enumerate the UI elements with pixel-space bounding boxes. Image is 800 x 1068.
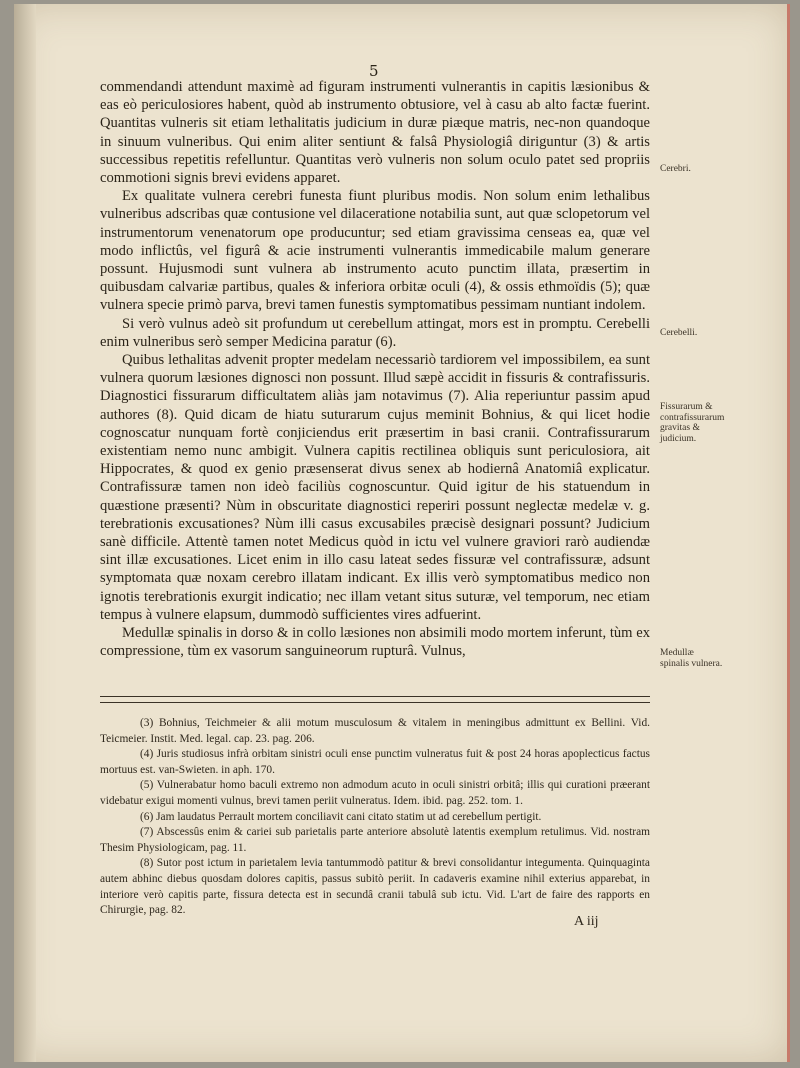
footnotes (100, 716, 650, 919)
paragraph-3: Si verò vulnus adeò sit profundum ut cerebellum attingat, mors est in promptu. Cerebelli enim vulneribus serò semper Medicina paratur (6). (100, 315, 650, 350)
margin-note-fissurarum: Fissurarum & contrafissurarum gravitas & judicium. (660, 402, 725, 444)
footnote-rule-upper (100, 696, 650, 697)
main-text (100, 78, 650, 661)
footnote-3: (3) Bohnius, Teichmeier & alii motum musculosum & vitalem in meningibus admittunt ex Bellini. Vid. Teicmeier. Instit. Med. legal. cap. 23. pag. 206. (100, 717, 650, 745)
paragraph-1: commendandi attendunt maximè ad figuram instrumenti vulnerantis in capitis læsionibus & eas eò periculosiores habent, quòd ab instrumento obtusiore, vel à casu ab alto factæ fuerint. Quantitas vulneris sit etiam lethalitatis judicium in duræ piæque matris, nec-non quandoque in sinuum vulneribus. Qui enim aliter sentiunt & falsâ Physiologiâ diriguntur (3) & artis successibus repetitis refelluntur. Quantitas verò vulneris non solum oculo patet sed propriis commotioni signis brevi evidens apparet. (100, 79, 650, 187)
book-page (14, 4, 790, 1062)
margin-note-cerebelli: Cerebelli. (660, 328, 698, 338)
paragraph-2: Ex qualitate vulnera cerebri funesta fiunt pluribus modis. Non solum enim lethalibus vulneribus adscribas quæ contusione vel dilaceratione notabilia sunt, aut quæ sclopetorum vel instrumentorum venenatorum ope producuntur; sed etiam gravissima censeas ea, quæ vel modo inflictûs, vel figurâ & acie instrumenti vulnerantis immedicabile malum generare possunt. Hujusmodi sunt vulnera ab instrumento acuto punctim illata, præsertim in quibusdam calvariæ partibus, quales & inferiora orbitæ oculi (4), & ossis ethmoïdis (5); quæ vulnera specie primò parva, brevi tamen funestis symptomatibus pessimam nuntiant indolem. (100, 188, 650, 314)
page-number: 5 (369, 62, 379, 80)
margin-note-cerebri: Cerebri. (660, 164, 691, 174)
page-edge-red-line (787, 4, 790, 1062)
footnote-5: (5) Vulnerabatur homo baculi extremo non admodum acuto in oculi sinistri orbitâ; illis qui curationi præerant videbatur exigui momenti vulnus, brevi tamen periit vulneratus. Idem. ibid. pag. 252. tom. 1. (100, 779, 650, 807)
paragraph-4: Quibus lethalitas advenit propter medelam necessariò tardiorem vel impossibilem, ea sunt vulnera quorum læsiones dignosci non possunt. Illud sæpè accidit in fissuris & contrafissuris. Diagnostici fissurarum difficultatem aliàs jam notavimus (7). Alia reperiuntur passim apud authores (8). Quid dicam de hiatu suturarum cujus meminit Bohnius, & qui licet hodie cognoscatur nunquam fortè conjiciendus erit præsertim in basi cranii. Contrafissurarum existentiam nemo nunc ambigit. Vulnera capitis rectilinea obliquis sunt periculosiora, ait Hippocrates, & quod ex genio præsenserat divus senex ab hodiernâ Anatomiâ explicatur. Contrafissuræ tamen non ideò faciliùs cognoscuntur. Quid igitur de his statuendum in quæstione præsenti? Nùm in obscuritate diagnostici reperiri possunt neglectæ medelæ v. g. terebrationis excusationes? Nùm illi casus excusabiles præcisè designari possunt? Judicium sanè difficile. Attentè tamen notet Medicus quòd in ictu vel vulnere graviori rarò audiendæ sint illæ excusationes. Licet enim in illo casu lateat sedes fissuræ vel contrafissuræ, adsunt symptomata quæ noxam cerebro illatam indicant. Ex illis verò symptomatibus medico non ignotis terebrationis exurgit indicatio; nec illam vetant situs suturæ, vel temporum, nec etiam tempus à vulnere elapsum, dummodò sufficientes vires adfuerint. (100, 352, 650, 623)
paragraph-5: Medullæ spinalis in dorso & in collo læsiones non absimili modo mortem inferunt, tùm ex compressione, tùm ex vasorum sanguineorum rupturâ. Vulnus, (100, 625, 650, 660)
footnote-4: (4) Juris studiosus infrà orbitam sinistri oculi ense punctim vulneratus fuit & post 24 horas apoplecticus factus mortuus est. van-Swieten. in aph. 170. (100, 748, 650, 776)
footnote-rule-lower (100, 702, 650, 703)
footnote-7: (7) Abscessûs enim & cariei sub parietalis parte anteriore absolutè latentis exemplum retulimus. Vid. nostram Thesim Physiologicam, pag. 11. (100, 826, 650, 854)
page-gutter-shadow (14, 4, 36, 1062)
margin-note-medullae: Medullæ spinalis vulnera. (660, 648, 723, 669)
signature-mark: A iij (574, 914, 599, 929)
footnote-8: (8) Sutor post ictum in parietalem levia tantummodò patitur & brevi consolidantur integumenta. Quinquaginta autem abhinc diebus quosdam dolores capitis, passus subitò periit. In cadaveris examine nihil exterius apparebat, in interiore verò capitis parte, fissura detecta est in secundâ cranii tabulâ sub ictu. Vid. L'art de faire des rapports en Chirurgie, pag. 82. (100, 857, 650, 917)
footnote-6: (6) Jam laudatus Perrault mortem conciliavit cani citato statim ut ad cerebellum pertigit. (140, 810, 542, 823)
